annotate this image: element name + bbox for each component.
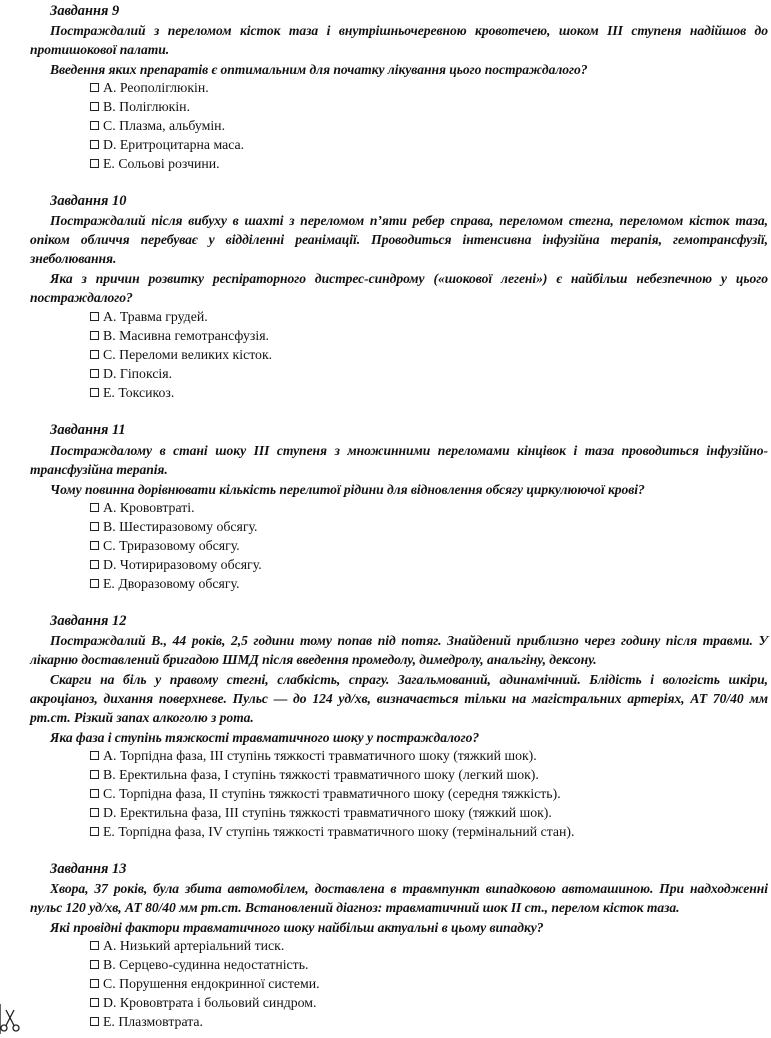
empty-checkbox-icon[interactable] (90, 560, 99, 569)
answer-option-label: С. Триразовому обсягу. (103, 538, 240, 553)
answer-option[interactable] (90, 345, 272, 364)
answer-option-label: С. Порушення ендокринної системи. (103, 976, 320, 991)
answer-option[interactable] (90, 97, 190, 116)
task-question: Які провідні фактори травматичного шоку найбільш актуальні в цьому випадку? (50, 920, 544, 935)
empty-checkbox-icon[interactable] (90, 102, 99, 111)
answer-option-label: А. Низький артеріальний тиск. (103, 938, 285, 953)
empty-checkbox-icon[interactable] (90, 121, 99, 130)
answer-option-label: А. Крововтраті. (103, 500, 195, 515)
answer-option[interactable] (90, 974, 320, 993)
task-question: Введення яких препаратів є оптимальним для початку лікування цього постраждалого? (50, 62, 588, 77)
answer-option[interactable] (90, 993, 316, 1012)
answer-option[interactable] (90, 1012, 203, 1031)
scissors-icon (0, 1004, 22, 1034)
empty-checkbox-icon[interactable] (90, 541, 99, 550)
answer-option-label: D. Еректильна фаза, III ступінь тяжкості травматичного шоку (тяжкий шок). (103, 805, 552, 820)
task-paragraph: Скарги на біль у правому стегні, слабкість, спрагу. Загальмований, адинамічний. Блідість і вологість шкіри, акроціаноз, дихання поверхневе. Пульс — до 124 уд/хв, визначається тільки на магістральних артеріях, АТ 70/40 мм рт.ст. Різкий запах алкоголю з рота. (30, 672, 768, 725)
empty-checkbox-icon[interactable] (90, 808, 99, 817)
answer-option-label: А. Торпідна фаза, III ступінь тяжкості травматичного шоку (тяжкий шок). (103, 748, 537, 763)
empty-checkbox-icon[interactable] (90, 1017, 99, 1026)
answer-option-label: Е. Плазмовтрата. (103, 1014, 203, 1029)
answer-option-label: С. Плазма, альбумін. (103, 118, 226, 133)
task-title: Завдання 12 (50, 613, 127, 629)
empty-checkbox-icon[interactable] (90, 522, 99, 531)
answer-option[interactable] (90, 955, 308, 974)
task-question: Яка з причин розвитку респіраторного дистрес-синдрому («шокової легені») є найбільш небезпечною у цього постраждалого? (30, 271, 768, 305)
answer-option-label: С. Переломи великих кісток. (103, 347, 273, 362)
answer-option[interactable] (90, 326, 269, 345)
answer-option-label: В. Серцево-судинна недостатність. (103, 957, 309, 972)
answer-option[interactable] (90, 765, 539, 784)
answer-option-label: В. Масивна гемотрансфузія. (103, 328, 269, 343)
answer-option-label: Е. Токсикоз. (103, 385, 175, 400)
answer-option-label: В. Шестиразовому обсягу. (103, 519, 258, 534)
empty-checkbox-icon[interactable] (90, 140, 99, 149)
empty-checkbox-icon[interactable] (90, 350, 99, 359)
answer-option[interactable] (90, 822, 574, 841)
task-paragraph: Постраждалий з переломом кісток таза і внутрішньочеревною кровотечею, шоком III ступеня надійшов до протишокової палати. (30, 23, 768, 57)
task-paragraph: Хвора, 37 років, була збита автомобілем, доставлена в травмпункт випадковою автомашиною. При надходженні пульс 120 уд/хв, АТ 80/40 мм рт.ст. Встановлений діагноз: травматичний шок II ст., перелом кісток таза. (30, 881, 768, 915)
empty-checkbox-icon[interactable] (90, 979, 99, 988)
answer-option-label: В. Поліглюкін. (103, 99, 191, 114)
answer-option-label: D. Гіпоксія. (103, 366, 173, 381)
answer-option-label: D. Крововтрата і больовий синдром. (103, 995, 317, 1010)
empty-checkbox-icon[interactable] (90, 960, 99, 969)
answer-option-label: D. Чотириразовому обсягу. (103, 557, 262, 572)
task-title: Завдання 11 (50, 422, 126, 438)
empty-checkbox-icon[interactable] (90, 789, 99, 798)
empty-checkbox-icon[interactable] (90, 312, 99, 321)
task-paragraph: Постраждалий після вибуху в шахті з переломом п’яти ребер справа, переломом стегна, переломом кісток таза, опіком обличчя перебуває у відділенні реанімації. Проводиться інтенсивна інфузійна терапія, гемотрансфузії, знеболювання. (30, 213, 768, 266)
answer-option[interactable] (90, 116, 225, 135)
empty-checkbox-icon[interactable] (90, 579, 99, 588)
answer-option[interactable] (90, 154, 220, 173)
answer-option-label: Е. Торпідна фаза, IV ступінь тяжкості травматичного шоку (термінальний стан). (103, 824, 575, 839)
answer-option-label: В. Еректильна фаза, I ступінь тяжкості травматичного шоку (легкий шок). (103, 767, 539, 782)
answer-option-label: А. Травма грудей. (103, 309, 208, 324)
answer-option[interactable] (90, 517, 257, 536)
answer-option[interactable] (90, 498, 195, 517)
empty-checkbox-icon[interactable] (90, 941, 99, 950)
empty-checkbox-icon[interactable] (90, 751, 99, 760)
empty-checkbox-icon[interactable] (90, 770, 99, 779)
answer-option[interactable] (90, 364, 172, 383)
answer-option-label: Е. Дворазовому обсягу. (103, 576, 240, 591)
answer-option[interactable] (90, 746, 537, 765)
answer-option-label: Е. Сольові розчини. (103, 156, 220, 171)
answer-option-label: А. Реополіглюкін. (103, 80, 209, 95)
task-question: Чому повинна дорівнювати кількість перелитої рідини для відновлення обсягу циркулюючої крові? (50, 482, 645, 497)
answer-option[interactable] (90, 784, 561, 803)
answer-option[interactable] (90, 135, 244, 154)
answer-option-label: D. Еритроцитарна маса. (103, 137, 245, 152)
task-paragraph: Постраждалому в стані шоку III ступеня з множинними переломами кінцівок і таза проводиться інфузійно-трансфузійна терапія. (30, 443, 768, 477)
answer-option[interactable] (90, 383, 174, 402)
empty-checkbox-icon[interactable] (90, 83, 99, 92)
empty-checkbox-icon[interactable] (90, 998, 99, 1007)
answer-option[interactable] (90, 555, 262, 574)
answer-option[interactable] (90, 803, 552, 822)
task-paragraph: Постраждалий В., 44 років, 2,5 години тому попав під потяг. Знайдений приблизно через годину після травми. У лікарню доставлений бригадою ШМД після введення промедолу, димедролу, анальгіну, дексону. (30, 633, 768, 667)
empty-checkbox-icon[interactable] (90, 827, 99, 836)
empty-checkbox-icon[interactable] (90, 388, 99, 397)
task-title: Завдання 9 (50, 3, 120, 19)
empty-checkbox-icon[interactable] (90, 331, 99, 340)
task-question: Яка фаза і ступінь тяжкості травматичного шоку у постраждалого? (50, 730, 480, 745)
answer-option-label: С. Торпідна фаза, II ступінь тяжкості травматичного шоку (середня тяжкість). (103, 786, 561, 801)
answer-option[interactable] (90, 574, 240, 593)
task-title: Завдання 10 (50, 193, 127, 209)
empty-checkbox-icon[interactable] (90, 369, 99, 378)
answer-option[interactable] (90, 307, 208, 326)
answer-option[interactable] (90, 536, 240, 555)
empty-checkbox-icon[interactable] (90, 159, 99, 168)
answer-option[interactable] (90, 78, 209, 97)
task-title: Завдання 13 (50, 861, 127, 877)
answer-option[interactable] (90, 936, 284, 955)
empty-checkbox-icon[interactable] (90, 503, 99, 512)
